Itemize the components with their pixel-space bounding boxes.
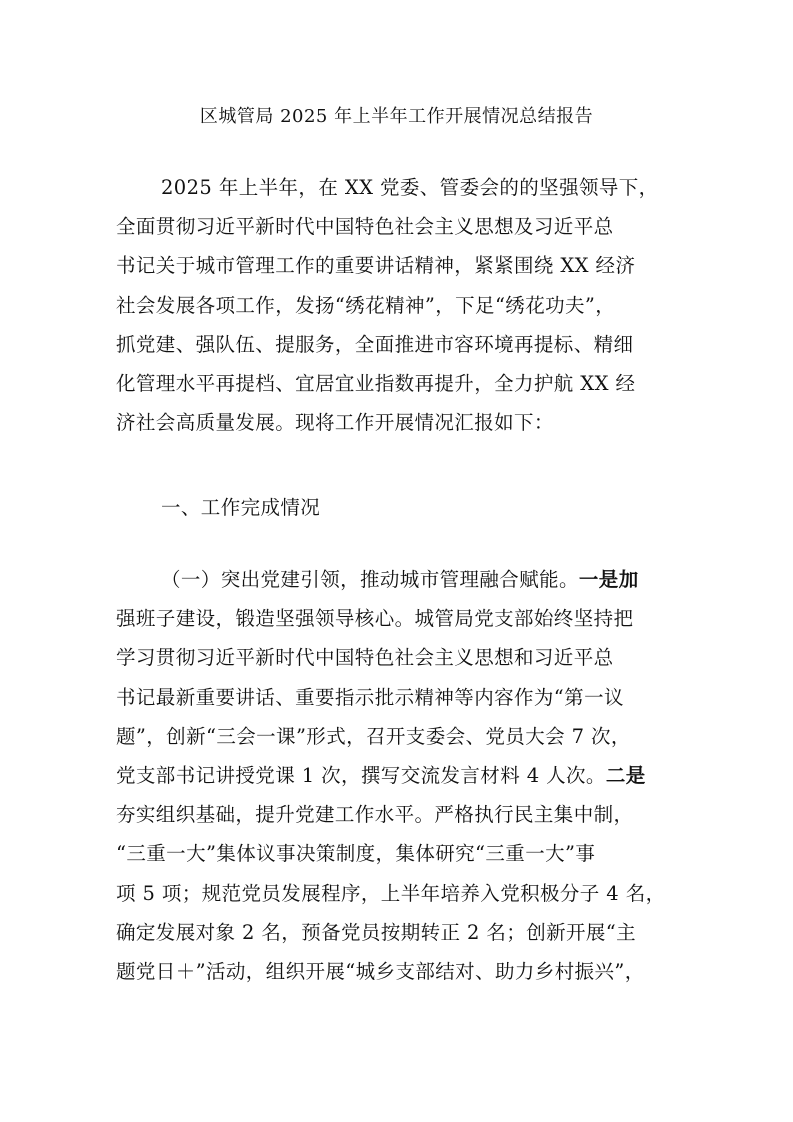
section-heading-text: 一、工作完成情况 [161,496,321,519]
paragraph-line [116,756,684,795]
paragraph-line: 社会发展各项工作，发扬“绣花精神”，下足“绣花功夫”， [116,293,616,317]
paragraph-line: 全面贯彻习近平新时代中国特色社会主义思想及习近平总 [116,215,614,239]
paragraph-line: 强班子建设，锻造坚强领导核心。城管局党支部始终坚持把 [116,607,634,631]
paragraph-line: 书记关于城市管理工作的重要讲话精神，紧紧围绕 XX 经济 [116,254,636,278]
paragraph-line: 确定发展对象 2 名，预备党员按期转正 2 名；创新开展“主 [116,920,637,944]
subsection-heading: （一）突出党建引领，推动城市管理融合赋能。 [161,568,579,591]
paragraph-line: 2025 年上半年，在 XX 党委、管委会的的坚强领导下， [161,176,659,199]
emphasis-first: 一是加 [578,568,639,591]
line-text: 党支部书记讲授党课 1 次，撰写交流发言材料 4 人次。 [116,763,606,787]
paragraph-line: 题”，创新“三会一课”形式，召开支委会、党员大会 7 次， [116,724,631,748]
paragraph-line: “三重一大”集体议事决策制度，集体研究“三重一大”事 [116,842,596,866]
emphasis-second: 二是 [605,763,646,787]
paragraph-line: 书记最新重要讲话、重要指示批示精神等内容作为“第一议 [116,685,624,709]
section-heading [116,488,684,527]
paragraph-line: 抓党建、强队伍、提服务，全面推进市容环境再提标、精细 [116,332,634,356]
intro-paragraph [116,168,684,442]
paragraph-line: 题党日＋”活动，组织开展“城乡支部结对、助力乡村振兴”， [116,959,645,983]
paragraph-line: 项 5 项；规范党员发展程序，上半年培养入党积极分子 4 名， [116,881,666,905]
document-title: 区城管局 2025 年上半年工作开展情况总结报告 [199,106,594,127]
paragraph-line: 夯实组织基础，提升党建工作水平。严格执行民主集中制， [116,803,634,827]
section1-paragraph [116,560,684,991]
paragraph-line: 化管理水平再提档、宜居宜业指数再提升，全力护航 XX 经 [116,371,636,395]
paragraph-line [116,560,684,599]
paragraph-line: 学习贯彻习近平新时代中国特色社会主义思想和习近平总 [116,646,614,670]
paragraph-line: 济社会高质量发展。现将工作开展情况汇报如下： [116,411,554,435]
